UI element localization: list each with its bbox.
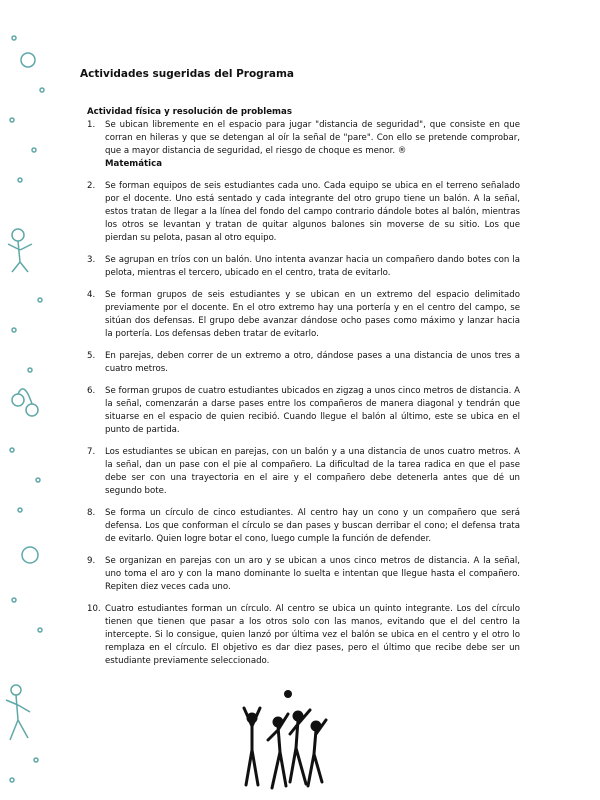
item-number: 3. [87,255,96,265]
players-silhouette-icon [230,690,340,790]
item-text: Se forman grupos de cuatro estudiantes ubicados en zigzag a unos cinco metros de distancia. A la señal, comenzarán a darse pases entre los compañeros de manera diagonal y tendrán que situarse en el espacio de quien recibió. Cuando llegue el balón al último, este se ubica en el punto de partida. [105,386,520,435]
item-number: 8. [87,508,96,518]
list-item [87,119,520,171]
item-number: 5. [87,351,96,361]
item-number: 7. [87,447,96,457]
page-title: Actividades sugeridas del Programa [80,68,294,80]
item-text: En parejas, deben correr de un extremo a otro, dándose pases a una distancia de unos tres a cuatro metros. [105,351,520,374]
list-item [87,385,520,437]
list-item [87,350,520,376]
item-text: Se organizan en parejas con un aro y se ubican a unos cinco metros de distancia. A la señal, uno toma el aro y con la mano dominante lo suelta e intentan que llegue hasta el compañero. Repiten diez veces cada uno. [105,556,520,592]
item-number: 10. [87,604,101,614]
item-number: 9. [87,556,96,566]
item-text: Se forma un círculo de cinco estudiantes. Al centro hay un cono y un compañero que será defensa. Los que conforman el círculo se dan pases y buscan derribar el cono; el defensa trata de evitarlo. Quien logre botar el cono, luego cumple la función de defender. [105,508,520,544]
document-body [87,106,520,677]
list-item [87,254,520,280]
list-item [87,555,520,594]
subject-tag: Matemática [105,159,162,169]
item-text: Se forman equipos de seis estudiantes cada uno. Cada equipo se ubica en el terreno señalado por el docente. Uno está sentado y cada integrante del otro grupo tiene un balón. A la señal, estos tratan de llegar a la línea del fondo del campo contrario dándole botes al balón, mientras los otros se levantan y tratan de quitar algunos balones sin moverse de su sitio. Los que pierdan su pelota, pasan al otro equipo. [105,181,520,243]
item-text: Cuatro estudiantes forman un círculo. Al centro se ubica un quinto integrante. Los del círculo tienen que tienen que pasar a los otros solo con las manos, evitando que el del centro la intercepte. Si lo consigue, quien lanzó por última vez el balón se ubica en el centro y el otro lo remplaza en el círculo. El objetivo es dar diez pases, pero el último que recibe debe ser un estudiante previamente seleccionado. [105,604,520,666]
section-heading: Actividad física y resolución de problemas [87,107,292,117]
item-text: Se ubican libremente en el espacio para jugar "distancia de seguridad", que consiste en que corran en hileras y que se detengan al oír la señal de "pare". Con ello se pretende comprobar, que a mayor distancia de seguridad, el riesgo de choque es menor. ® [105,120,520,156]
activity-list [87,119,520,668]
decorative-border-icon [0,0,60,800]
item-text: Los estudiantes se ubican en parejas, con un balón y a una distancia de unos cuatro metros. A la señal, dan un pase con el pie al compañero. La dificultad de la tarea radica en que el pase debe ser con una trayectoria en el aire y el compañero debe detenerla antes que dé un segundo bote. [105,447,520,496]
list-item [87,180,520,245]
item-number: 4. [87,290,96,300]
item-number: 6. [87,386,96,396]
item-number: 1. [87,120,96,130]
list-item [87,507,520,546]
list-item [87,289,520,341]
item-text: Se agrupan en tríos con un balón. Uno intenta avanzar hacia un compañero dando botes con la pelota, mientras el tercero, ubicado en el centro, trata de evitarlo. [105,255,520,278]
item-number: 2. [87,181,96,191]
item-text: Se forman grupos de seis estudiantes y se ubican en un extremo del espacio delimitado previamente por el docente. En el otro extremo hay una portería y en el centro del campo, se sitúan dos defensas. El grupo debe avanzar dándose ocho pases como máximo y lanzar hacia la portería. Los defensas deben tratar de evitarlo. [105,290,520,339]
list-item [87,603,520,668]
list-item [87,446,520,498]
